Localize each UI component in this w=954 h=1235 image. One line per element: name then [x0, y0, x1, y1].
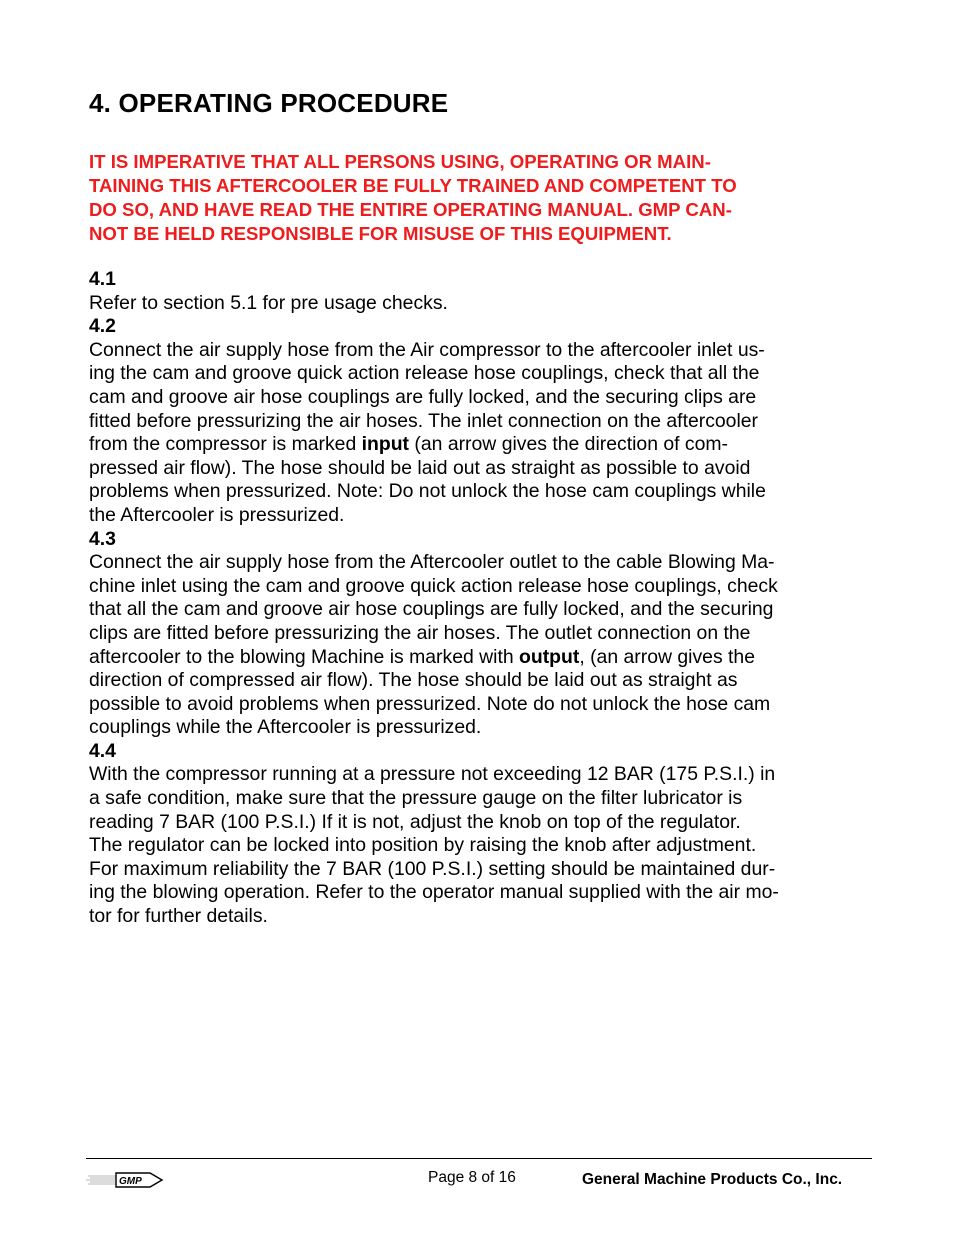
section-text-line: With the compressor running at a pressure not exceeding 12 BAR (175 P.S.I.) in — [89, 763, 776, 786]
section-number-4-4: 4.4 — [89, 739, 116, 762]
section-text-line: fitted before pressurizing the air hoses. The inlet connection on the aftercooler — [89, 409, 759, 432]
section-text-line: tor for further details. — [89, 905, 268, 928]
procedure-body — [89, 268, 879, 929]
text-fragment: , (an arrow gives the — [579, 645, 755, 668]
section-text-line: a safe condition, make sure that the pressure gauge on the filter lubricator is — [89, 787, 743, 810]
section-text-line: reading 7 BAR (100 P.S.I.) If it is not, adjust the knob on top of the regulator. — [89, 810, 741, 833]
section-text-line — [89, 646, 879, 670]
text-fragment: (an arrow gives the direction of com- — [409, 433, 729, 456]
company-name: General Machine Products Co., Inc. — [582, 1171, 843, 1188]
section-text-line: that all the cam and groove air hose couplings are fully locked, and the securing — [89, 598, 774, 621]
safety-warning — [89, 150, 869, 246]
logo-lettering: GMP — [119, 1176, 142, 1187]
section-text-line: chine inlet using the cam and groove quick action release hose couplings, check — [89, 574, 778, 597]
page-number: Page 8 of 16 — [428, 1169, 516, 1186]
section-text-line: Connect the air supply hose from the Air compressor to the aftercooler inlet us- — [89, 338, 765, 361]
section-text-line: The regulator can be locked into position by raising the knob after adjustment. — [89, 834, 757, 857]
output-marking: output — [519, 645, 580, 668]
warning-line: TAINING THIS AFTERCOOLER BE FULLY TRAINED AND COMPETENT TO — [89, 175, 737, 196]
section-text-line: Refer to section 5.1 for pre usage checks. — [89, 291, 448, 314]
section-text-line: Connect the air supply hose from the Aftercooler outlet to the cable Blowing Ma- — [89, 551, 775, 574]
warning-line: NOT BE HELD RESPONSIBLE FOR MISUSE OF THIS EQUIPMENT. — [89, 223, 672, 244]
section-text-line: clips are fitted before pressurizing the air hoses. The outlet connection on the — [89, 621, 751, 644]
section-text-line: possible to avoid problems when pressurized. Note do not unlock the hose cam — [89, 692, 771, 715]
section-text-line: the Aftercooler is pressurized. — [89, 503, 345, 526]
text-fragment: aftercooler to the blowing Machine is marked with — [89, 645, 520, 668]
section-text-line: problems when pressurized. Note: Do not unlock the hose cam couplings while — [89, 480, 766, 503]
section-number-4-2: 4.2 — [89, 315, 116, 338]
warning-line: DO SO, AND HAVE READ THE ENTIRE OPERATING MANUAL. GMP CAN- — [89, 199, 732, 220]
footer-divider — [86, 1158, 872, 1159]
section-text-line: pressed air flow). The hose should be laid out as straight as possible to avoid — [89, 456, 751, 479]
section-text-line: ing the cam and groove quick action release hose couplings, check that all the — [89, 362, 760, 385]
section-text-line — [89, 433, 879, 457]
gmp-logo — [86, 1167, 166, 1193]
section-text-line: ing the blowing operation. Refer to the operator manual supplied with the air mo- — [89, 881, 779, 904]
section-text-line: cam and groove air hose couplings are fully locked, and the securing clips are — [89, 385, 757, 408]
section-text-line: couplings while the Aftercooler is pressurized. — [89, 716, 482, 739]
input-marking: input — [361, 433, 410, 456]
page-title: 4. OPERATING PROCEDURE — [89, 88, 449, 118]
section-text-line: For maximum reliability the 7 BAR (100 P.S.I.) setting should be maintained dur- — [89, 857, 776, 880]
section-text-line: direction of compressed air flow). The hose should be laid out as straight as — [89, 669, 738, 692]
section-number-4-3: 4.3 — [89, 527, 116, 550]
section-number-4-1: 4.1 — [89, 268, 116, 290]
warning-line: IT IS IMPERATIVE THAT ALL PERSONS USING, OPERATING OR MAIN- — [89, 151, 711, 172]
text-fragment: from the compressor is marked — [89, 433, 362, 456]
